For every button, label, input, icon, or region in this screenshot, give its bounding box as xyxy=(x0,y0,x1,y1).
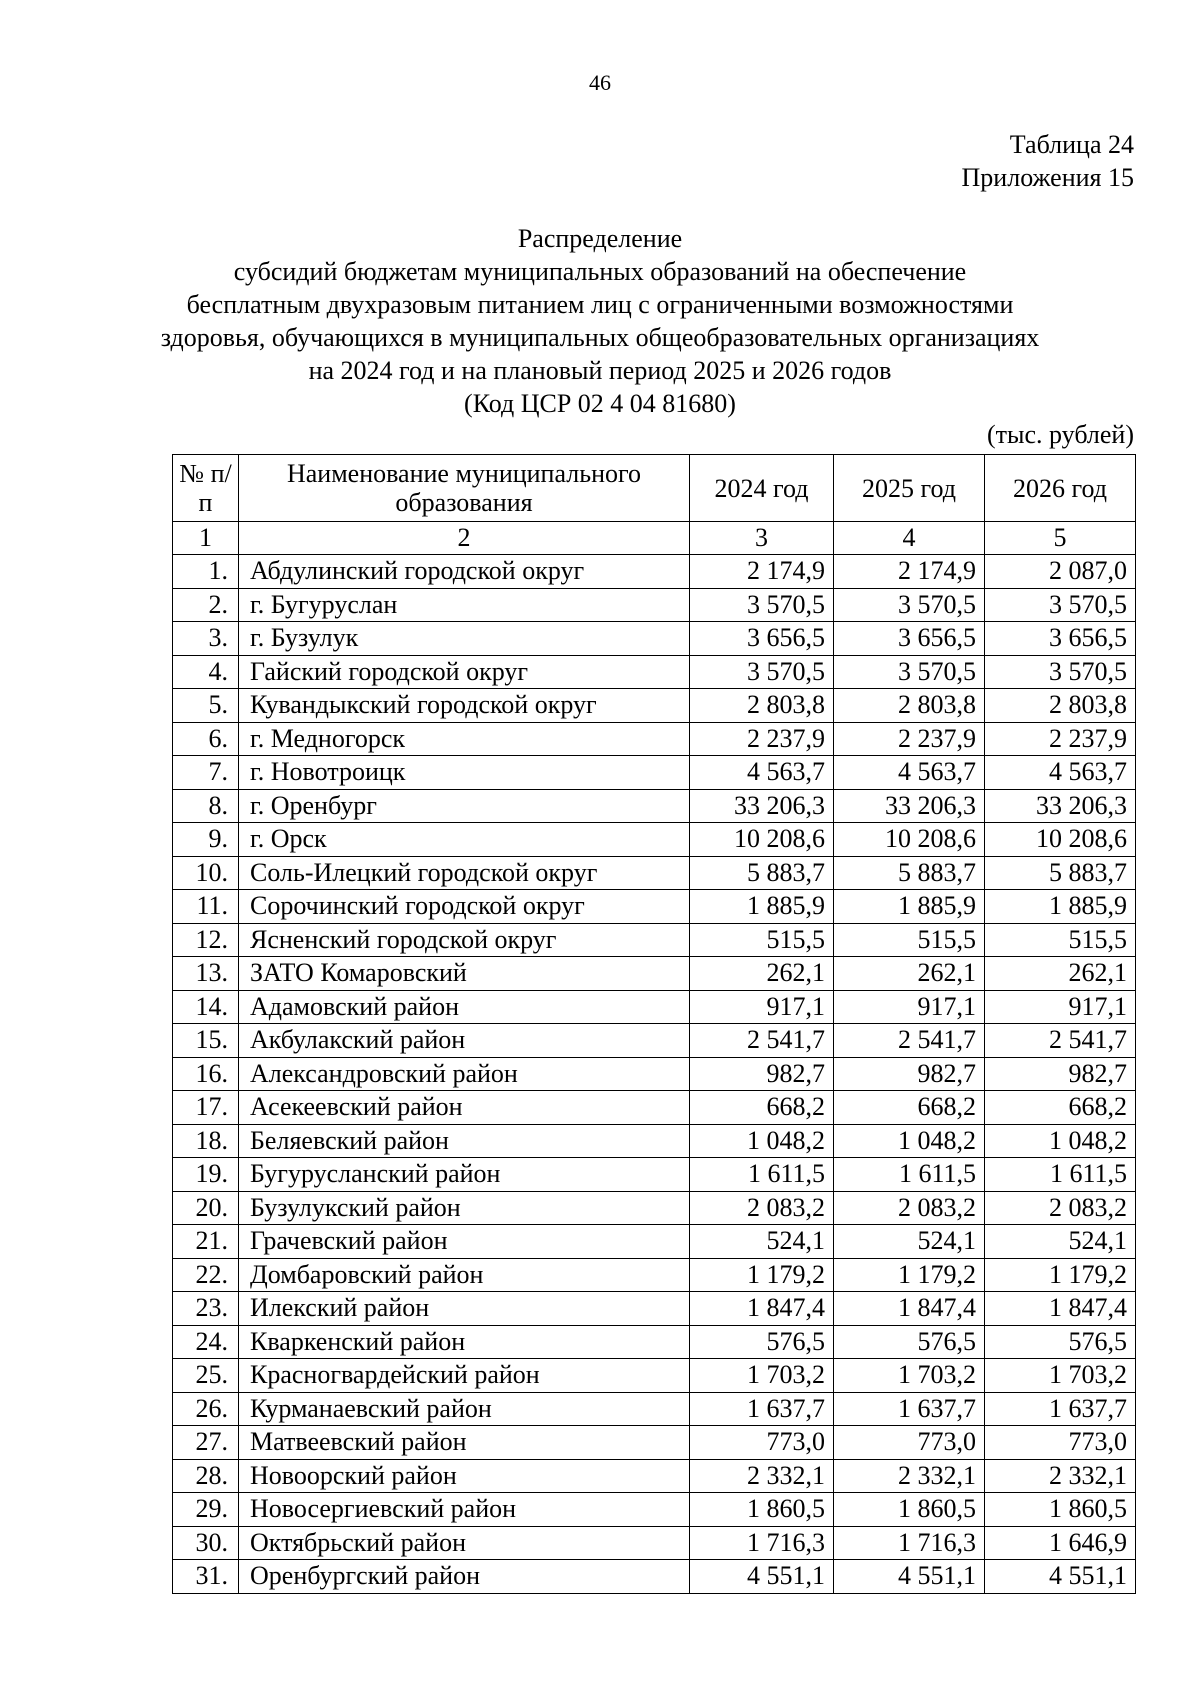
row-number: 11. xyxy=(173,890,239,924)
row-number: 13. xyxy=(173,957,239,991)
municipality-name: г. Орск xyxy=(239,823,690,857)
value-2024: 1 860,5 xyxy=(690,1493,834,1527)
value-2025: 524,1 xyxy=(834,1225,985,1259)
column-number: 2 xyxy=(239,522,690,555)
value-2026: 4 563,7 xyxy=(985,756,1136,790)
table-row xyxy=(173,1426,1136,1460)
title-line-3: бесплатным двухразовым питанием лиц с ограниченными возможностями xyxy=(186,290,1014,319)
value-2025: 4 563,7 xyxy=(834,756,985,790)
table-row xyxy=(173,957,1136,991)
value-2026: 2 541,7 xyxy=(985,1024,1136,1058)
value-2026: 3 656,5 xyxy=(985,622,1136,656)
municipality-name: Илекский район xyxy=(239,1292,690,1326)
value-2026: 3 570,5 xyxy=(985,655,1136,689)
title-line-4: здоровья, обучающихся в муниципальных общеобразовательных организациях xyxy=(160,323,1040,352)
value-2025: 10 208,6 xyxy=(834,823,985,857)
row-number: 26. xyxy=(173,1392,239,1426)
value-2024: 1 179,2 xyxy=(690,1258,834,1292)
row-number: 31. xyxy=(173,1560,239,1594)
row-number: 6. xyxy=(173,722,239,756)
value-2026: 3 570,5 xyxy=(985,588,1136,622)
title-line-5: на 2024 год и на плановый период 2025 и 2026 годов xyxy=(308,356,892,385)
value-2025: 1 637,7 xyxy=(834,1392,985,1426)
title-line-1: Распределение xyxy=(517,224,683,253)
page-number: 46 xyxy=(589,70,611,95)
value-2025: 1 847,4 xyxy=(834,1292,985,1326)
municipality-name: Оренбургский район xyxy=(239,1560,690,1594)
table-row xyxy=(173,555,1136,589)
value-2026: 1 048,2 xyxy=(985,1124,1136,1158)
value-2024: 5 883,7 xyxy=(690,856,834,890)
value-2025: 2 083,2 xyxy=(834,1191,985,1225)
municipality-name: ЗАТО Комаровский xyxy=(239,957,690,991)
value-2024: 1 703,2 xyxy=(690,1359,834,1393)
municipality-name: Бузулукский район xyxy=(239,1191,690,1225)
column-number: 5 xyxy=(985,522,1136,555)
value-2025: 2 237,9 xyxy=(834,722,985,756)
table-row xyxy=(173,1258,1136,1292)
row-number: 24. xyxy=(173,1325,239,1359)
table-row xyxy=(173,1459,1136,1493)
table-row xyxy=(173,1359,1136,1393)
value-2024: 4 551,1 xyxy=(690,1560,834,1594)
value-2024: 33 206,3 xyxy=(690,789,834,823)
header-2025: 2025 год xyxy=(834,455,985,522)
municipality-name: Курманаевский район xyxy=(239,1392,690,1426)
value-2026: 1 611,5 xyxy=(985,1158,1136,1192)
row-number: 22. xyxy=(173,1258,239,1292)
table-row xyxy=(173,588,1136,622)
value-2026: 524,1 xyxy=(985,1225,1136,1259)
row-number: 21. xyxy=(173,1225,239,1259)
value-2026: 1 703,2 xyxy=(985,1359,1136,1393)
table-row xyxy=(173,1325,1136,1359)
value-2025: 1 885,9 xyxy=(834,890,985,924)
header-2024: 2024 год xyxy=(690,455,834,522)
value-2026: 2 087,0 xyxy=(985,555,1136,589)
value-2025: 1 716,3 xyxy=(834,1526,985,1560)
value-2025: 668,2 xyxy=(834,1091,985,1125)
value-2026: 1 646,9 xyxy=(985,1526,1136,1560)
value-2025: 1 179,2 xyxy=(834,1258,985,1292)
value-2024: 10 208,6 xyxy=(690,823,834,857)
table-row xyxy=(173,1091,1136,1125)
municipality-name: г. Бузулук xyxy=(239,622,690,656)
value-2024: 515,5 xyxy=(690,923,834,957)
table-row xyxy=(173,1057,1136,1091)
value-2024: 982,7 xyxy=(690,1057,834,1091)
municipality-name: Грачевский район xyxy=(239,1225,690,1259)
value-2024: 2 541,7 xyxy=(690,1024,834,1058)
value-2024: 668,2 xyxy=(690,1091,834,1125)
value-2026: 33 206,3 xyxy=(985,789,1136,823)
row-number: 2. xyxy=(173,588,239,622)
value-2024: 2 803,8 xyxy=(690,689,834,723)
value-2025: 982,7 xyxy=(834,1057,985,1091)
table-row xyxy=(173,823,1136,857)
table-row xyxy=(173,1124,1136,1158)
value-2026: 773,0 xyxy=(985,1426,1136,1460)
table-row xyxy=(173,1392,1136,1426)
value-2024: 1 847,4 xyxy=(690,1292,834,1326)
value-2025: 262,1 xyxy=(834,957,985,991)
column-number: 4 xyxy=(834,522,985,555)
value-2026: 668,2 xyxy=(985,1091,1136,1125)
row-number: 7. xyxy=(173,756,239,790)
municipality-name: Кувандыкский городской округ xyxy=(239,689,690,723)
table-row xyxy=(173,622,1136,656)
value-2025: 2 541,7 xyxy=(834,1024,985,1058)
value-2025: 5 883,7 xyxy=(834,856,985,890)
table-row xyxy=(173,890,1136,924)
value-2025: 2 803,8 xyxy=(834,689,985,723)
value-2024: 1 716,3 xyxy=(690,1526,834,1560)
value-2024: 3 656,5 xyxy=(690,622,834,656)
value-2024: 524,1 xyxy=(690,1225,834,1259)
value-2025: 3 570,5 xyxy=(834,655,985,689)
row-number: 19. xyxy=(173,1158,239,1192)
title-line-6: (Код ЦСР 02 4 04 81680) xyxy=(464,389,736,418)
municipality-name: Октябрьский район xyxy=(239,1526,690,1560)
value-2024: 2 083,2 xyxy=(690,1191,834,1225)
value-2026: 5 883,7 xyxy=(985,856,1136,890)
value-2025: 33 206,3 xyxy=(834,789,985,823)
row-number: 29. xyxy=(173,1493,239,1527)
value-2026: 1 860,5 xyxy=(985,1493,1136,1527)
row-number: 12. xyxy=(173,923,239,957)
value-2026: 2 803,8 xyxy=(985,689,1136,723)
units-label: (тыс. рублей) xyxy=(986,420,1134,449)
municipality-name: Адамовский район xyxy=(239,990,690,1024)
municipality-name: Красногвардейский район xyxy=(239,1359,690,1393)
value-2024: 1 611,5 xyxy=(690,1158,834,1192)
value-2026: 1 637,7 xyxy=(985,1392,1136,1426)
municipality-name: Акбулакский район xyxy=(239,1024,690,1058)
municipality-name: Новоорский район xyxy=(239,1459,690,1493)
municipality-name: г. Оренбург xyxy=(239,789,690,823)
value-2025: 3 656,5 xyxy=(834,622,985,656)
table-row xyxy=(173,655,1136,689)
row-number: 30. xyxy=(173,1526,239,1560)
row-number: 23. xyxy=(173,1292,239,1326)
column-number: 3 xyxy=(690,522,834,555)
table-row xyxy=(173,689,1136,723)
table-label: Таблица 24 xyxy=(1009,130,1134,159)
value-2024: 1 885,9 xyxy=(690,890,834,924)
row-number: 28. xyxy=(173,1459,239,1493)
table-row xyxy=(173,856,1136,890)
value-2026: 576,5 xyxy=(985,1325,1136,1359)
value-2026: 1 179,2 xyxy=(985,1258,1136,1292)
column-number: 1 xyxy=(173,522,239,555)
value-2026: 4 551,1 xyxy=(985,1560,1136,1594)
value-2025: 917,1 xyxy=(834,990,985,1024)
value-2024: 2 237,9 xyxy=(690,722,834,756)
value-2026: 1 847,4 xyxy=(985,1292,1136,1326)
value-2024: 576,5 xyxy=(690,1325,834,1359)
table-body xyxy=(173,522,1136,1594)
municipality-name: Бугурусланский район xyxy=(239,1158,690,1192)
municipality-name: Ясненский городской округ xyxy=(239,923,690,957)
value-2025: 1 860,5 xyxy=(834,1493,985,1527)
column-number-row xyxy=(173,522,1136,555)
table-row xyxy=(173,1225,1136,1259)
value-2026: 10 208,6 xyxy=(985,823,1136,857)
table-row xyxy=(173,1292,1136,1326)
value-2025: 576,5 xyxy=(834,1325,985,1359)
row-number: 8. xyxy=(173,789,239,823)
table-row xyxy=(173,756,1136,790)
row-number: 25. xyxy=(173,1359,239,1393)
table-row xyxy=(173,1560,1136,1594)
table-header-row xyxy=(173,455,1136,522)
row-number: 27. xyxy=(173,1426,239,1460)
value-2026: 917,1 xyxy=(985,990,1136,1024)
municipality-name: Соль-Илецкий городской округ xyxy=(239,856,690,890)
row-number: 17. xyxy=(173,1091,239,1125)
municipality-name: Гайский городской округ xyxy=(239,655,690,689)
value-2025: 2 174,9 xyxy=(834,555,985,589)
value-2026: 2 083,2 xyxy=(985,1191,1136,1225)
row-number: 10. xyxy=(173,856,239,890)
value-2026: 515,5 xyxy=(985,923,1136,957)
value-2025: 3 570,5 xyxy=(834,588,985,622)
appendix-reference xyxy=(962,128,1134,194)
municipality-name: Беляевский район xyxy=(239,1124,690,1158)
value-2025: 515,5 xyxy=(834,923,985,957)
municipality-name: г. Новотроицк xyxy=(239,756,690,790)
header-name: Наименование муниципального образования xyxy=(239,455,690,522)
value-2024: 3 570,5 xyxy=(690,588,834,622)
table-row xyxy=(173,722,1136,756)
municipality-name: г. Бугуруслан xyxy=(239,588,690,622)
municipality-name: г. Медногорск xyxy=(239,722,690,756)
value-2025: 2 332,1 xyxy=(834,1459,985,1493)
row-number: 14. xyxy=(173,990,239,1024)
document-title xyxy=(150,222,1050,420)
table-row xyxy=(173,923,1136,957)
row-number: 3. xyxy=(173,622,239,656)
distribution-table xyxy=(172,454,1136,1594)
row-number: 5. xyxy=(173,689,239,723)
row-number: 1. xyxy=(173,555,239,589)
value-2024: 1 048,2 xyxy=(690,1124,834,1158)
row-number: 4. xyxy=(173,655,239,689)
value-2024: 3 570,5 xyxy=(690,655,834,689)
value-2024: 2 332,1 xyxy=(690,1459,834,1493)
value-2024: 2 174,9 xyxy=(690,555,834,589)
header-num: № п/п xyxy=(173,455,239,522)
row-number: 15. xyxy=(173,1024,239,1058)
value-2026: 2 332,1 xyxy=(985,1459,1136,1493)
header-2026: 2026 год xyxy=(985,455,1136,522)
value-2025: 1 703,2 xyxy=(834,1359,985,1393)
table-row xyxy=(173,990,1136,1024)
value-2024: 773,0 xyxy=(690,1426,834,1460)
table-row xyxy=(173,1024,1136,1058)
value-2024: 1 637,7 xyxy=(690,1392,834,1426)
table-row xyxy=(173,1191,1136,1225)
title-line-2: субсидий бюджетам муниципальных образований на обеспечение xyxy=(233,257,967,286)
table-row xyxy=(173,1158,1136,1192)
row-number: 16. xyxy=(173,1057,239,1091)
value-2024: 4 563,7 xyxy=(690,756,834,790)
municipality-name: Асекеевский район xyxy=(239,1091,690,1125)
municipality-name: Александровский район xyxy=(239,1057,690,1091)
appendix-label: Приложения 15 xyxy=(961,163,1134,192)
value-2025: 773,0 xyxy=(834,1426,985,1460)
municipality-name: Сорочинский городской округ xyxy=(239,890,690,924)
value-2026: 2 237,9 xyxy=(985,722,1136,756)
table-row xyxy=(173,1526,1136,1560)
value-2025: 4 551,1 xyxy=(834,1560,985,1594)
value-2026: 262,1 xyxy=(985,957,1136,991)
municipality-name: Кваркенский район xyxy=(239,1325,690,1359)
municipality-name: Абдулинский городской округ xyxy=(239,555,690,589)
municipality-name: Новосергиевский район xyxy=(239,1493,690,1527)
table-row xyxy=(173,1493,1136,1527)
municipality-name: Домбаровский район xyxy=(239,1258,690,1292)
value-2026: 1 885,9 xyxy=(985,890,1136,924)
value-2026: 982,7 xyxy=(985,1057,1136,1091)
table-row xyxy=(173,789,1136,823)
row-number: 20. xyxy=(173,1191,239,1225)
row-number: 18. xyxy=(173,1124,239,1158)
value-2024: 262,1 xyxy=(690,957,834,991)
municipality-name: Матвеевский район xyxy=(239,1426,690,1460)
value-2025: 1 048,2 xyxy=(834,1124,985,1158)
row-number: 9. xyxy=(173,823,239,857)
value-2025: 1 611,5 xyxy=(834,1158,985,1192)
value-2024: 917,1 xyxy=(690,990,834,1024)
